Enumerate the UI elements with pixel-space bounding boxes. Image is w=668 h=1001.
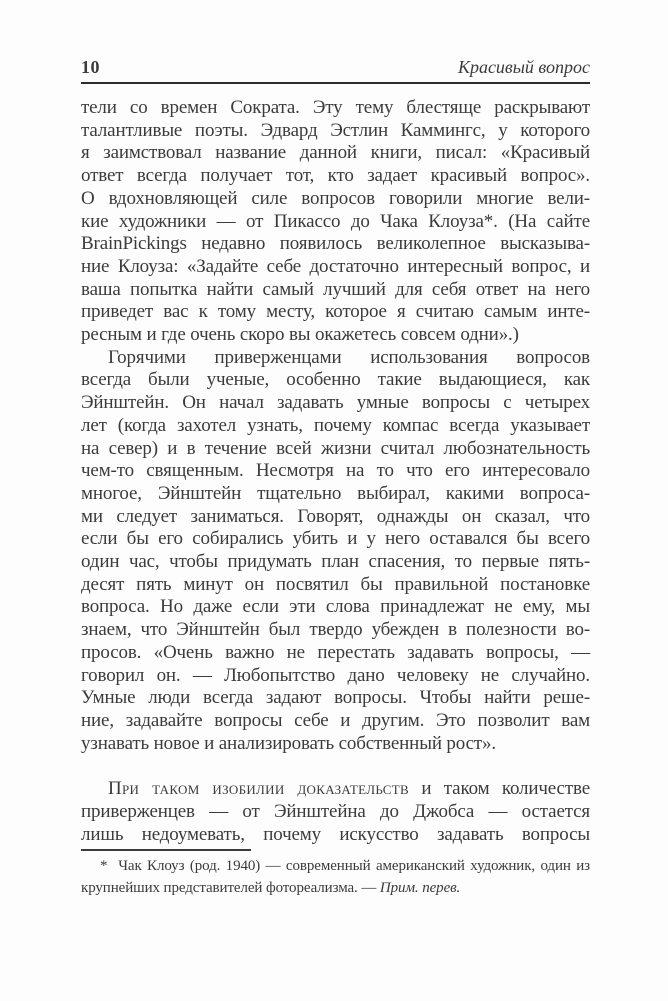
footnote <box>81 849 590 899</box>
text-segment: и таком количестве <box>408 778 590 800</box>
text-line <box>81 506 590 529</box>
text-segment: талантливые поэты. Эдвард Эстлин Каммингс, у которого <box>81 119 590 141</box>
text-line <box>81 878 590 900</box>
text-segment: ресным и где очень скоро вы окажетесь совсем одни».) <box>81 324 519 346</box>
text-segment: Умные люди всегда задают вопросы. Чтобы найти реше- <box>81 687 590 709</box>
text-line <box>81 188 590 211</box>
text-segment: приведет вас к тому месту, которое я считаю самым инте- <box>81 301 590 323</box>
text-segment: говорил он. — Любопытство дано человеку не случайно. <box>81 664 590 686</box>
text-segment: многое, Эйнштейн тщательно выбирал, какими вопроса- <box>81 482 590 504</box>
text-line <box>81 438 590 461</box>
text-line <box>81 347 590 370</box>
text-line <box>81 120 590 143</box>
text-segment: лет (когда захотел узнать, почему компас всегда указывает <box>81 414 590 436</box>
text-segment: ответ всегда получает тот, кто задает красивый вопрос». <box>81 165 590 187</box>
text-segment: крупнейших представителей фотореализма. — <box>81 879 380 896</box>
text-line <box>81 301 590 324</box>
text-segment: лишь недоумевать, почему искусство задавать вопросы <box>81 823 590 845</box>
text-line <box>81 142 590 165</box>
text-line <box>81 551 590 574</box>
text-segment: если бы его собирались убить и у него оставался бы всего <box>81 528 590 550</box>
text-segment: всегда были ученые, особенно такие выдающиеся, как <box>81 369 590 391</box>
text-line <box>81 324 590 347</box>
footnote-lines <box>81 856 590 899</box>
text-segment: тели со времен Сократа. Эту тему блестяще раскрывают <box>81 97 590 118</box>
body-text <box>81 97 590 847</box>
text-line <box>81 778 590 801</box>
text-line <box>81 574 590 597</box>
text-segment: чем-то священным. Несмотря на то что его интересовало <box>81 460 590 482</box>
text-line <box>81 233 590 256</box>
text-segment: ние, задавайте вопросы себе и другим. Это позволит вам <box>81 709 590 731</box>
text-segment: кие художники — от Пикассо до Чака Клоуза*. (На сайте <box>81 210 590 232</box>
text-segment: * Чак Клоуз (род. 1940) — современный американский художник, один из <box>100 858 590 874</box>
text-segment: просов. «Очень важно не перестать задавать вопросы, — <box>81 641 590 663</box>
text-line <box>81 801 590 824</box>
text-line <box>81 733 590 756</box>
text-segment: я заимствовал название данной книги, писал: «Красивый <box>81 142 590 164</box>
text-segment-italic: Прим. перев. <box>379 879 461 896</box>
text-segment: знаем, что Эйнштейн был твердо убежден в полезности во- <box>81 619 590 641</box>
text-segment: на север) и в течение всей жизни считал любознательность <box>81 437 590 459</box>
paragraph <box>81 97 590 347</box>
text-line <box>81 528 590 551</box>
text-segment-smallcaps: При таком изобилии доказательств <box>108 778 409 800</box>
text-line <box>81 211 590 234</box>
paragraph <box>81 778 590 846</box>
text-line <box>81 642 590 665</box>
text-line <box>81 256 590 279</box>
text-line <box>81 856 590 878</box>
running-header <box>81 57 590 84</box>
text-line <box>81 483 590 506</box>
text-segment: десят пять минут он посвятил бы правильной постановке <box>81 573 590 595</box>
text-segment: ми следует заниматься. Говорят, однажды он сказал, что <box>81 505 590 527</box>
text-segment: ние Клоуза: «Задайте себе достаточно интересный вопрос, и <box>81 255 590 277</box>
text-line <box>81 710 590 733</box>
text-segment: Эйнштейн. Он начал задавать умные вопросы с четырех <box>81 392 590 414</box>
text-line <box>81 665 590 688</box>
text-segment: вопроса. Но даже если эти слова принадлежат не ему, мы <box>81 596 590 618</box>
text-segment: узнавать новое и анализировать собственный рост». <box>81 732 496 754</box>
text-segment: BrainPickings недавно появилось великолепное высказыва- <box>81 233 590 255</box>
text-line <box>81 415 590 438</box>
text-line <box>81 369 590 392</box>
text-line <box>81 460 590 483</box>
text-segment: один час, чтобы придумать план спасения, то первые пять- <box>81 551 590 573</box>
text-line <box>81 619 590 642</box>
text-segment: Горячими приверженцами использования вопросов <box>108 346 590 368</box>
text-line <box>81 687 590 710</box>
text-segment: О вдохновляющей силе вопросов говорили многие вели- <box>81 187 590 209</box>
footnote-rule <box>81 849 251 851</box>
text-line <box>81 824 590 847</box>
text-segment: ваша попытка найти самый лучший для себя ответ на него <box>81 278 590 300</box>
text-segment: приверженцев — от Эйнштейна до Джобса — остается <box>81 801 590 823</box>
text-line <box>81 165 590 188</box>
text-line <box>81 279 590 302</box>
text-line <box>81 97 590 120</box>
text-line <box>81 392 590 415</box>
page-content <box>81 57 590 847</box>
page-number: 10 <box>81 57 100 77</box>
running-title: Красивый вопрос <box>457 57 590 77</box>
paragraph <box>81 347 590 756</box>
text-line <box>81 596 590 619</box>
